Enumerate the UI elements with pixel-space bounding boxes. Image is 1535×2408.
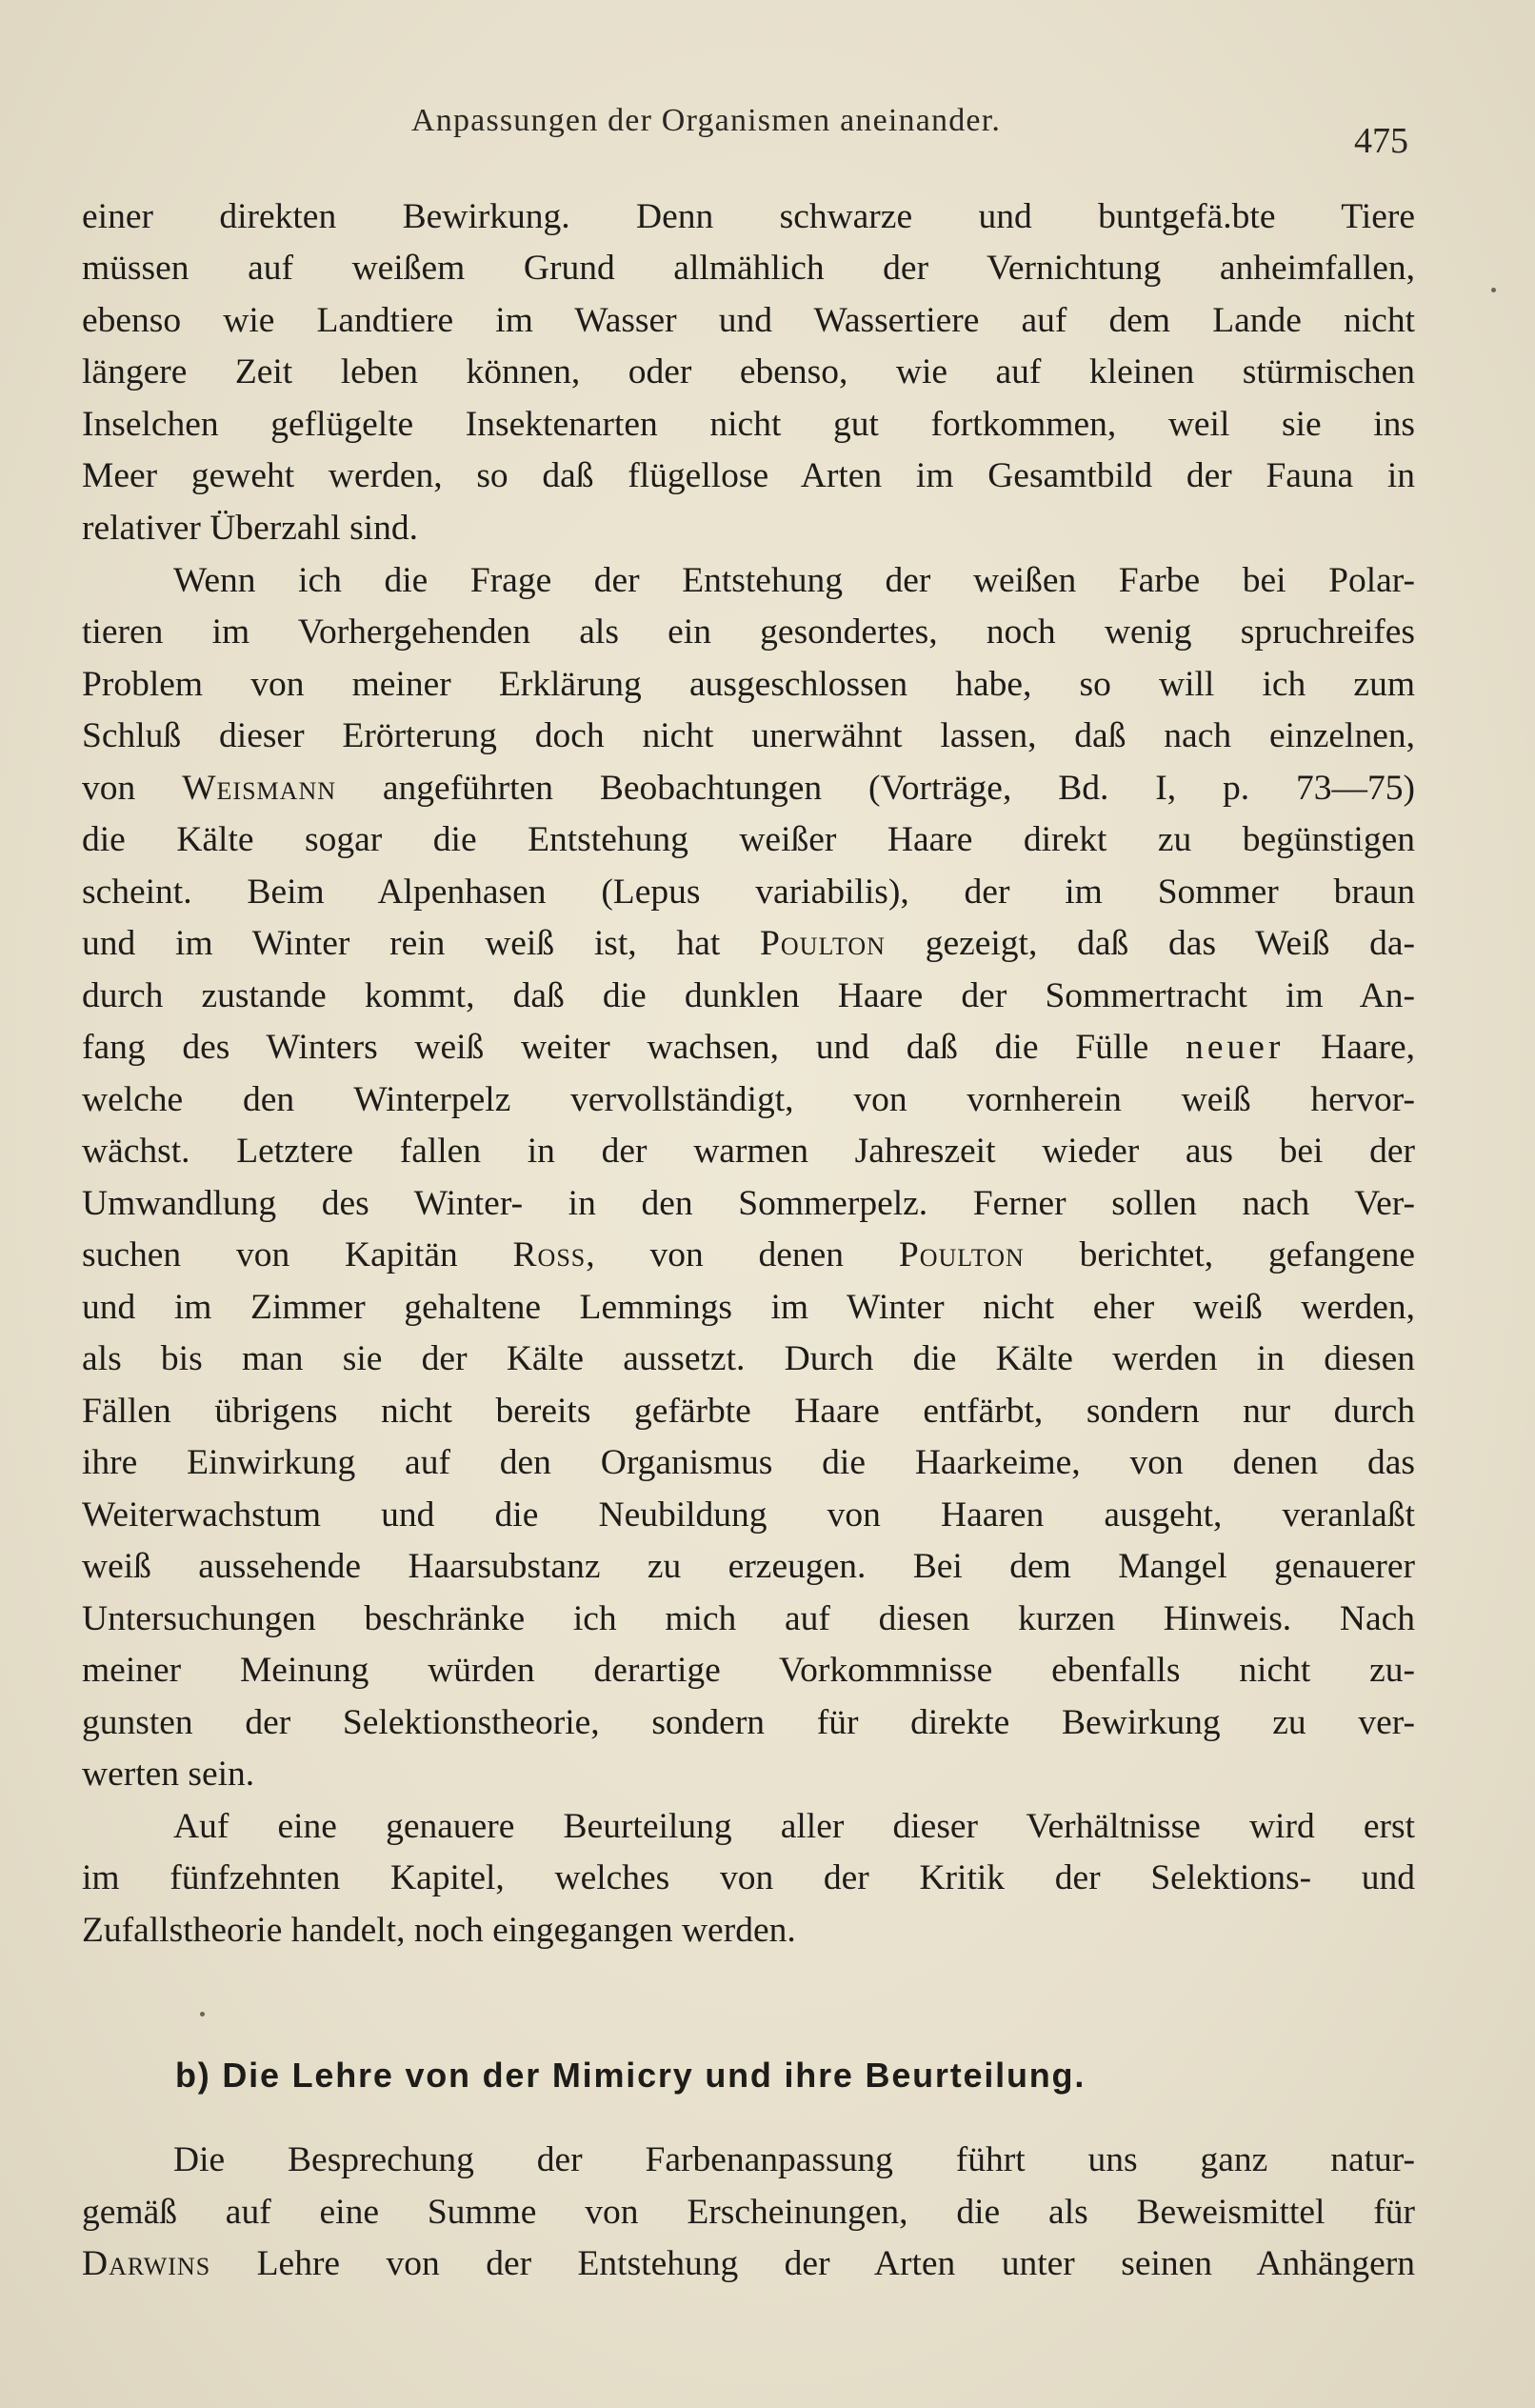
text-line: Schluß dieser Erörterung doch nicht unerwähnt lassen, daß nach einzelnen, — [82, 716, 1415, 755]
text-line: und im Zimmer gehaltene Lemmings im Winter nicht eher weiß werden, — [82, 1288, 1415, 1327]
text-line: durch zustande kommt, daß die dunklen Haare der Sommertracht im An- — [82, 976, 1415, 1015]
author-name: Poulton — [898, 1235, 1025, 1274]
text-line — [82, 1021, 1415, 1074]
line-text: , von denen — [586, 1235, 845, 1274]
text-line: welche den Winterpelz vervollständigt, von vornherein weiß hervor- — [82, 1080, 1415, 1119]
text-line: relativer Überzahl sind. — [82, 509, 418, 548]
text-line — [82, 1229, 1415, 1282]
author-name: Ross — [512, 1235, 587, 1274]
text-line: tieren im Vorhergehenden als ein gesondertes, noch wenig spruchreifes — [82, 612, 1415, 652]
text-line: ebenso wie Landtiere im Wasser und Wassertiere auf dem Lande nicht — [82, 301, 1415, 340]
text-line: Die Besprechung der Farbenanpassung führt uns ganz natur- — [173, 2140, 1415, 2179]
text-line: meiner Meinung würden derartige Vorkommnisse ebenfalls nicht zu- — [82, 1651, 1415, 1690]
text-line: scheint. Beim Alpenhasen (Lepus variabilis), der im Sommer braun — [82, 873, 1415, 912]
text-line: Umwandlung des Winter- in den Sommerpelz. Ferner sollen nach Ver- — [82, 1184, 1415, 1223]
section-heading: b) Die Lehre von der Mimicry und ihre Beurteilung. — [175, 2056, 1086, 2095]
line-text: fang des Winters weiß weiter wachsen, und daß die Fülle — [82, 1028, 1149, 1067]
text-line: werten sein. — [82, 1755, 255, 1794]
text-line — [82, 917, 1415, 971]
text-line: Wenn ich die Frage der Entstehung der weißen Farbe bei Polar- — [173, 561, 1415, 600]
paper-speck — [200, 2012, 205, 2017]
line-text: Lehre von der Entstehung der Arten unter seinen Anhängern — [256, 2244, 1415, 2283]
text-line: Auf eine genauere Beurteilung aller dieser Verhältnisse wird erst — [173, 1807, 1415, 1846]
line-text: angeführten Beobachtungen (Vorträge, Bd. I, p. 73—75) — [382, 769, 1416, 808]
text-line: Weiterwachstum und die Neubildung von Haaren ausgeht, veranlaßt — [82, 1495, 1415, 1535]
text-line: Problem von meiner Erklärung ausgeschlossen habe, so will ich zum — [82, 665, 1415, 704]
text-line: einer direkten Bewirkung. Denn schwarze und buntgefä.bte Tiere — [82, 197, 1415, 236]
line-text: berichtet, gefangene — [1079, 1235, 1416, 1274]
text-line: Inselchen geflügelte Insektenarten nicht gut fortkommen, weil sie ins — [82, 405, 1415, 444]
author-name: Weismann — [182, 769, 336, 808]
line-text: Haare, — [1321, 1028, 1416, 1067]
text-line: ihre Einwirkung auf den Organismus die Haarkeime, von denen das — [82, 1443, 1415, 1482]
text-line: als bis man sie der Kälte aussetzt. Durch die Kälte werden in diesen — [82, 1339, 1415, 1378]
text-line: Untersuchungen beschränke ich mich auf diesen kurzen Hinweis. Nach — [82, 1599, 1415, 1638]
text-line: wächst. Letztere fallen in der warmen Jahreszeit wieder aus bei der — [82, 1132, 1415, 1171]
text-line — [82, 2237, 1415, 2291]
author-name: Darwins — [82, 2244, 211, 2283]
line-text: von — [82, 769, 136, 808]
line-text: suchen von Kapitän — [82, 1235, 458, 1274]
line-text: gezeigt, daß das Weiß da- — [925, 924, 1416, 963]
text-line: Fällen übrigens nicht bereits gefärbte Haare entfärbt, sondern nur durch — [82, 1392, 1415, 1431]
line-text: und im Winter rein weiß ist, hat — [82, 924, 721, 963]
text-line: Zufallstheorie handelt, noch eingegangen werden. — [82, 1911, 796, 1950]
text-line: Meer geweht werden, so daß flügellose Arten im Gesamtbild der Fauna in — [82, 456, 1415, 495]
text-line: müssen auf weißem Grund allmählich der Vernichtung anheimfallen, — [82, 249, 1415, 288]
text-line: gunsten der Selektionstheorie, sondern für direkte Bewirkung zu ver- — [82, 1703, 1415, 1742]
text-line: weiß aussehende Haarsubstanz zu erzeugen. Bei dem Mangel genauerer — [82, 1547, 1415, 1586]
text-line: die Kälte sogar die Entstehung weißer Haare direkt zu begünstigen — [82, 820, 1415, 859]
text-line: längere Zeit leben können, oder ebenso, wie auf kleinen stürmischen — [82, 352, 1415, 391]
paper-speck — [1491, 288, 1496, 292]
text-line — [82, 762, 1415, 815]
page-number: 475 — [1354, 121, 1408, 161]
text-line: gemäß auf eine Summe von Erscheinungen, die als Beweismittel für — [82, 2193, 1415, 2232]
emphasized-word: neuer — [1186, 1028, 1285, 1067]
author-name: Poulton — [760, 924, 886, 963]
running-head: Anpassungen der Organismen aneinander. — [411, 103, 1002, 138]
text-line: im fünfzehnten Kapitel, welches von der Kritik der Selektions- und — [82, 1858, 1415, 1897]
